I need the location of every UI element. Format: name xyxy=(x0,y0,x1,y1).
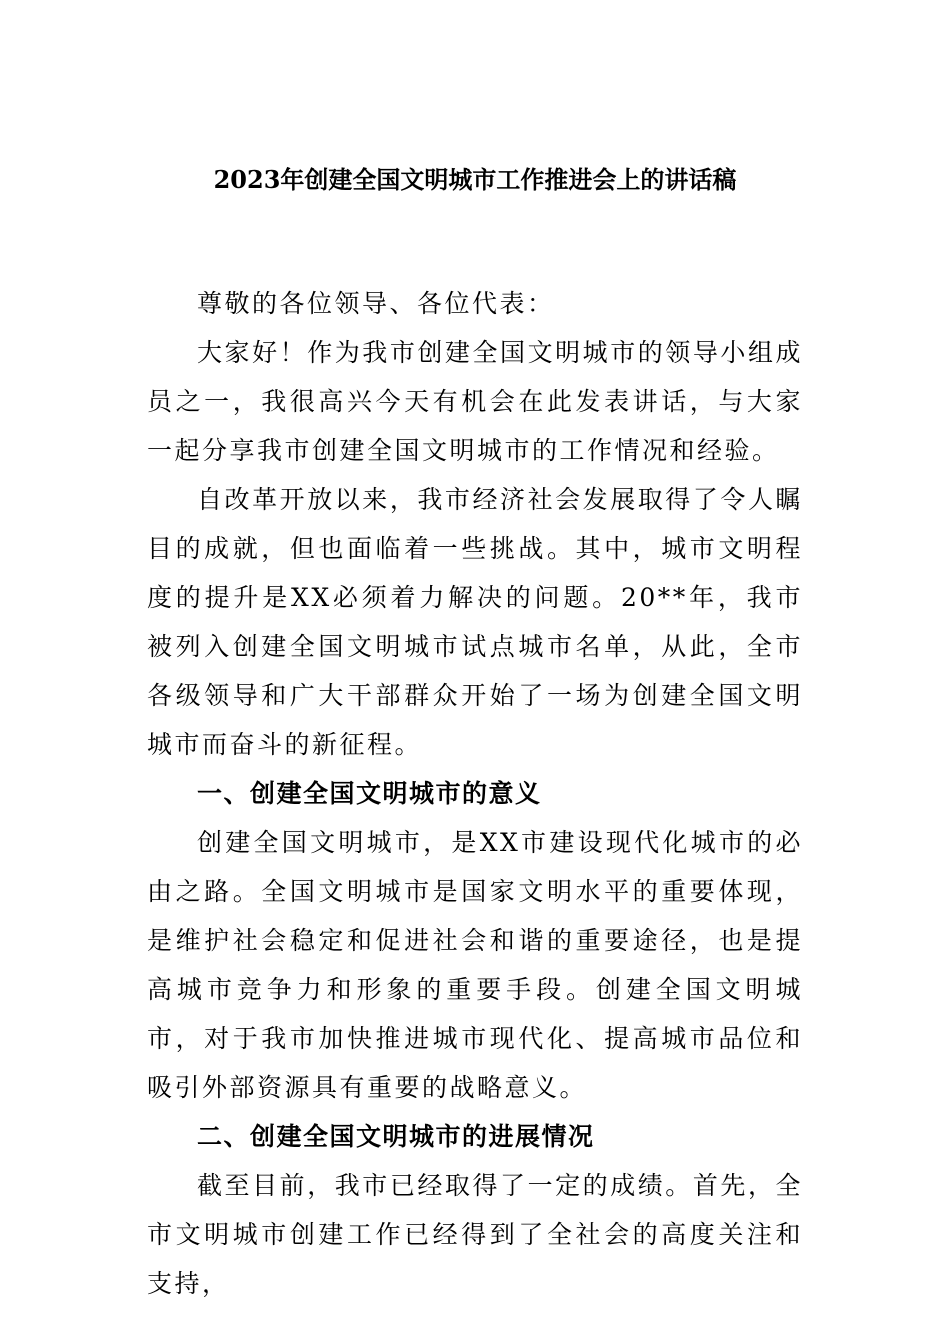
paragraph-significance: 创建全国文明城市，是XX市建设现代化城市的必由之路。全国文明城市是国家文明水平的重要体现，是维护社会稳定和促进社会和谐的重要途径，也是提高城市竞争力和形象的重要手段。创建全国文明城市，对于我市加快推进城市现代化、提高城市品位和吸引外部资源具有重要的战略意义。 xyxy=(147,828,803,1102)
section-heading-significance: 一、创建全国文明城市的意义 xyxy=(197,779,542,808)
salutation: 尊敬的各位领导、各位代表： xyxy=(197,289,555,318)
paragraph-progress: 截至目前，我市已经取得了一定的成绩。首先，全市文明城市创建工作已经得到了全社会的高度关注和支持， xyxy=(147,1171,803,1298)
paragraph-intro: 大家好！作为我市创建全国文明城市的领导小组成员之一，我很高兴今天有机会在此发表讲话，与大家一起分享我市创建全国文明城市的工作情况和经验。 xyxy=(147,338,803,465)
section-heading-progress: 二、创建全国文明城市的进展情况 xyxy=(197,1122,595,1151)
paragraph-background: 自改革开放以来，我市经济社会发展取得了令人瞩目的成就，但也面临着一些挑战。其中，城市文明程度的提升是XX必须着力解决的问题。20**年，我市被列入创建全国文明城市试点城市名单，从此，全市各级领导和广大干部群众开始了一场为创建全国文明城市而奋斗的新征程。 xyxy=(147,485,803,759)
document-body xyxy=(147,279,803,1308)
document-title: 2023年创建全国文明城市工作推进会上的讲话稿 xyxy=(213,165,737,194)
